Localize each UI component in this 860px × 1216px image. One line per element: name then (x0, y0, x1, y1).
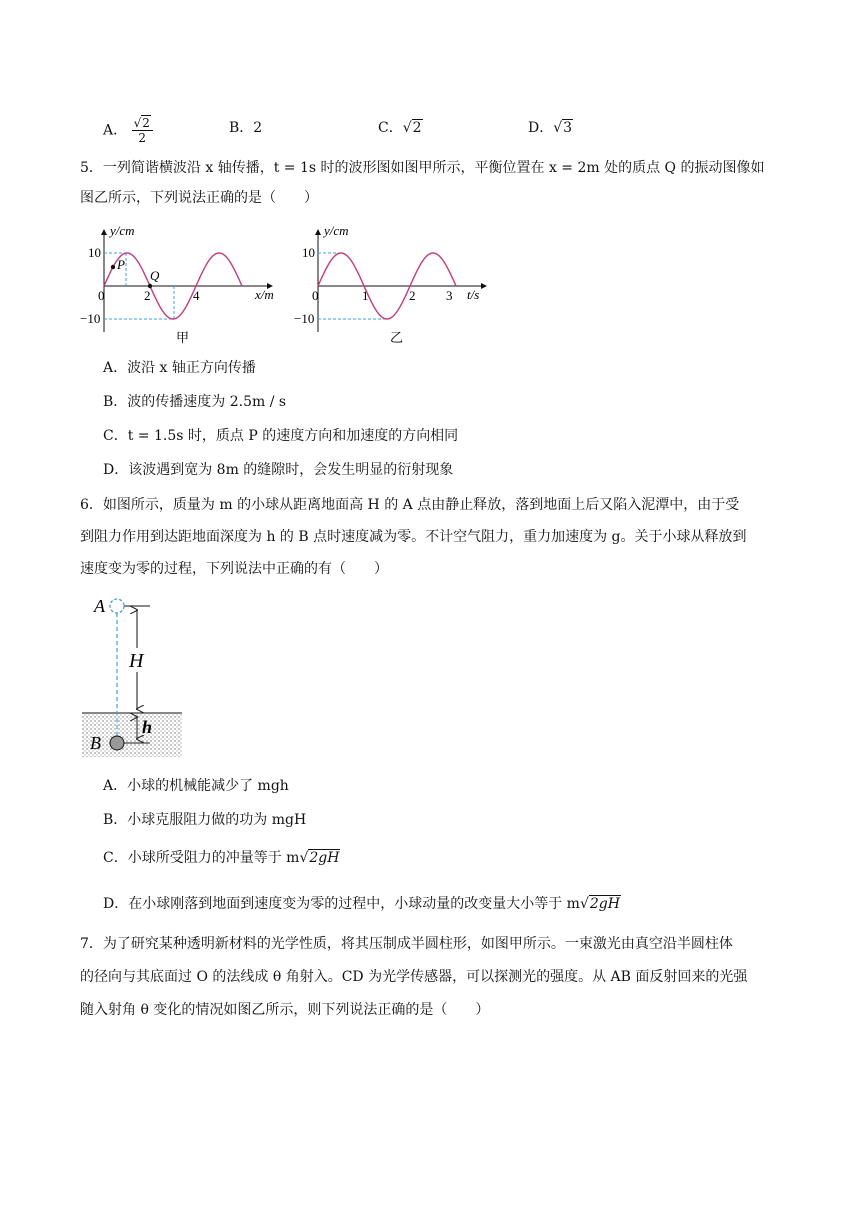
q4-option-c: C．√2 (378, 120, 422, 136)
q6-figure (82, 592, 192, 762)
q6-option-c: C．小球所受阻力的冲量等于 m√2gH (103, 850, 340, 866)
q6-option-c-text: C．小球所受阻力的冲量等于 m (103, 850, 300, 866)
wave-y-bottom: −10 (80, 311, 101, 326)
q6-option-a: A．小球的机械能减少了 mgh (103, 778, 289, 794)
q5-option-d: D．该波遇到宽为 8m 的缝隙时，会发生明显的衍射现象 (103, 462, 454, 478)
wave-tick-4: 4 (193, 288, 200, 303)
q4-option-a (103, 116, 153, 145)
wave-tick-0: 0 (98, 288, 105, 303)
q4-option-a-letter: A． (103, 122, 128, 139)
q5-option-c: C．t = 1.5s 时，质点 P 的速度方向和加速度的方向相同 (103, 428, 459, 444)
label-a: A (94, 596, 105, 616)
q5-stem-line1: 5．一列简谐横波沿 x 轴传播，t = 1s 时的波形图如图甲所示，平衡位置在 x = 2m 处的质点 Q 的振动图像如 (80, 160, 765, 176)
wave-x-label: x/m (255, 287, 274, 302)
q7-stem-line1: 7．为了研究某种透明新材料的光学性质，将其压制成半圆柱形，如图甲所示。一束激光由真空沿半圆柱体 (80, 936, 733, 952)
q5-option-b: B．波的传播速度为 2.5m / s (103, 394, 287, 410)
q4-a-denominator: 2 (138, 131, 147, 145)
q5-option-a: A．波沿 x 轴正方向传播 (103, 360, 256, 376)
wave-tick-2: 2 (144, 288, 151, 303)
q6-option-d-text: D．在小球刚落到地面到速度变为零的过程中，小球动量的改变量大小等于 m (103, 896, 580, 912)
label-p: P (117, 257, 125, 272)
q4-a-numerator: 2 (142, 116, 150, 130)
q4-option-b (229, 118, 262, 138)
ball-b (110, 736, 124, 750)
q4-option-b-value: 2 (253, 120, 263, 136)
vib-caption: 乙 (390, 330, 404, 345)
label-b: B (90, 733, 101, 753)
label-q: Q (150, 268, 160, 283)
q6-stem-line1: 6．如图所示，质量为 m 的小球从距离地面高 H 的 A 点由静止释放，落到地面上后又陷入泥潭中，由于受 (80, 497, 740, 513)
vib-y-top: 10 (302, 245, 315, 260)
wave-y-top: 10 (88, 245, 101, 260)
vib-tick-1: 1 (362, 288, 369, 303)
q6-option-c-radicand: 2gH (309, 850, 340, 866)
label-h-lower: h (142, 717, 153, 737)
q6-option-b: B．小球克服阻力做的功为 mgH (103, 812, 307, 828)
q4-option-d-value: 3 (563, 120, 573, 136)
ball-a (110, 599, 124, 613)
q4-option-c-letter: C． (378, 120, 403, 136)
q4-option-b-letter: B． (229, 120, 254, 136)
vib-tick-0: 0 (312, 288, 319, 303)
q4-option-a-fraction: $\frac{√2}{2}$ (132, 116, 153, 145)
q5-stem-line2: 图乙所示，下列说法正确的是（ ） (80, 190, 318, 206)
vib-x-label: t/s (467, 287, 480, 302)
point-p (111, 265, 115, 269)
vib-y-bottom: −10 (294, 311, 315, 326)
q4-option-d: D．√3 (528, 120, 573, 136)
q4-option-d-letter: D． (528, 120, 554, 136)
q7-stem-line3: 随入射角 θ 变化的情况如图乙所示，则下列说法正确的是（ ） (80, 1002, 490, 1018)
q5-figure-vibration (294, 222, 494, 350)
vib-y-label: y/cm (324, 223, 349, 238)
q4-option-c-value: 2 (412, 120, 422, 136)
vib-tick-2: 2 (409, 288, 416, 303)
wave-y-label: y/cm (110, 223, 135, 238)
vib-tick-3: 3 (446, 288, 453, 303)
q6-option-d: D．在小球刚落到地面到速度变为零的过程中，小球动量的改变量大小等于 m√2gH (103, 896, 620, 912)
q6-option-d-radicand: 2gH (589, 896, 620, 912)
label-h-upper: H (129, 650, 144, 672)
q6-stem-line3: 速度变为零的过程，下列说法中正确的有（ ） (80, 561, 388, 577)
q6-stem-line2: 到阻力作用到达距地面深度为 h 的 B 点时速度减为零。不计空气阻力，重力加速度为 g。关于小球从释放到 (80, 529, 747, 545)
q5-figure-wave (80, 222, 290, 350)
q7-stem-line2: 的径向与其底面过 O 的法线成 θ 角射入。CD 为光学传感器，可以探测光的强度。从 AB 面反射回来的光强 (80, 969, 748, 985)
wave-caption: 甲 (176, 330, 190, 345)
